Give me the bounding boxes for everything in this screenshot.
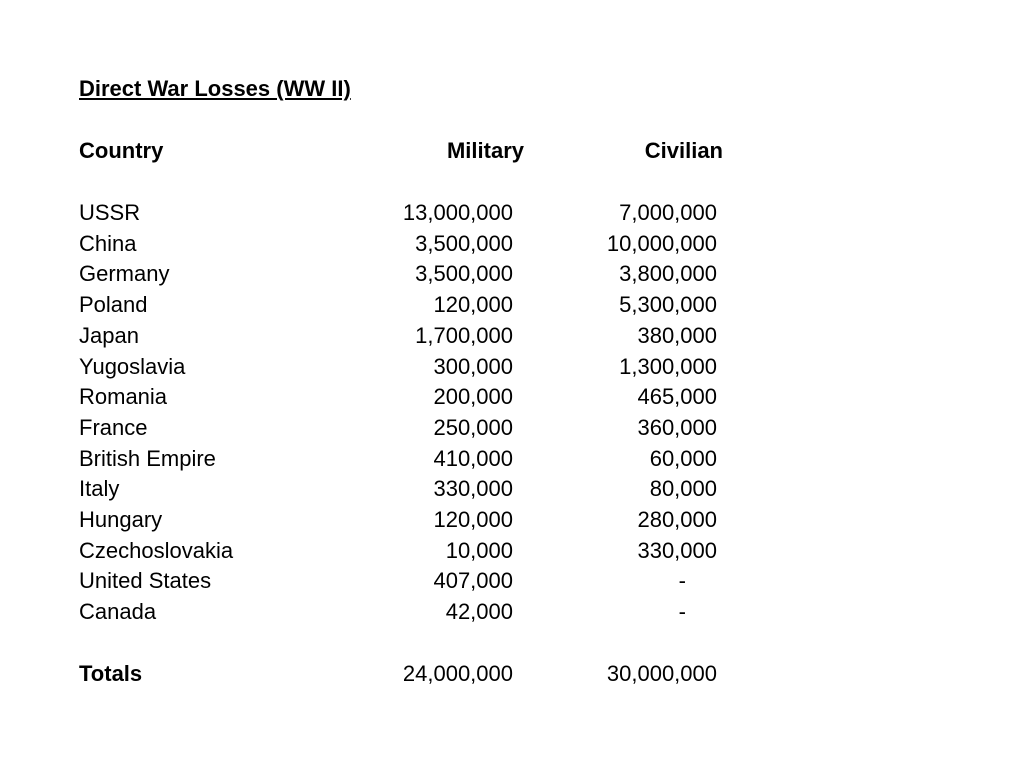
military-cell: 3,500,000: [415, 261, 513, 287]
table-row: [0, 290, 1024, 320]
civilian-cell: 5,300,000: [619, 292, 717, 318]
table-row: [0, 321, 1024, 351]
civilian-cell: 10,000,000: [606, 230, 717, 256]
country-cell: France: [79, 414, 148, 440]
table-row: [0, 536, 1024, 566]
country-cell: Italy: [79, 476, 120, 502]
country-cell: Poland: [79, 292, 148, 318]
table-row: [0, 352, 1024, 382]
civilian-cell: -: [678, 568, 686, 594]
totals-military: 24,000,000: [402, 661, 513, 686]
country-cell: United States: [79, 568, 212, 594]
totals-label: Totals: [79, 661, 143, 686]
civilian-cell: -: [678, 599, 686, 625]
country-cell: Canada: [79, 599, 157, 625]
civilian-cell: 60,000: [649, 445, 717, 471]
civilian-cell: 465,000: [637, 384, 717, 410]
military-cell: 13,000,000: [402, 200, 513, 225]
civilian-cell: 1,300,000: [619, 353, 717, 379]
civilian-cell: 80,000: [649, 476, 717, 502]
civilian-cell: 380,000: [637, 322, 717, 348]
civilian-cell: 330,000: [637, 537, 717, 563]
table-row: [0, 413, 1024, 443]
table-row: [0, 444, 1024, 474]
military-cell: 42,000: [445, 599, 513, 625]
military-cell: 10,000: [445, 537, 513, 563]
military-cell: 120,000: [433, 292, 513, 318]
table-row: [0, 259, 1024, 289]
country-cell: China: [79, 230, 137, 256]
country-cell: Romania: [79, 384, 168, 410]
country-cell: Japan: [79, 322, 139, 348]
table-row: [0, 198, 1024, 228]
military-cell: 300,000: [433, 353, 513, 379]
table-row: [0, 505, 1024, 535]
header-country: Country: [79, 138, 164, 163]
military-cell: 200,000: [433, 384, 513, 410]
military-cell: 330,000: [433, 476, 513, 502]
country-cell: USSR: [79, 200, 141, 225]
table-row: [0, 474, 1024, 504]
table-title: Direct War Losses (WW II): [79, 76, 351, 101]
military-cell: 3,500,000: [415, 230, 513, 256]
country-cell: British Empire: [79, 445, 216, 471]
military-cell: 407,000: [433, 568, 513, 594]
civilian-cell: 360,000: [637, 414, 717, 440]
totals-civilian: 30,000,000: [606, 661, 717, 686]
military-cell: 120,000: [433, 507, 513, 532]
civilian-cell: 3,800,000: [619, 261, 717, 287]
military-cell: 250,000: [433, 414, 513, 440]
table-row: [0, 566, 1024, 596]
military-cell: 410,000: [433, 445, 513, 471]
totals-row: [0, 659, 1024, 689]
table-header-row: [0, 136, 1024, 166]
country-cell: Germany: [79, 261, 170, 287]
country-cell: Yugoslavia: [79, 353, 186, 379]
country-cell: Hungary: [79, 507, 163, 532]
header-military: Military: [446, 138, 524, 163]
table-row: [0, 229, 1024, 259]
table-row: [0, 597, 1024, 627]
military-cell: 1,700,000: [415, 322, 513, 348]
civilian-cell: 280,000: [637, 507, 717, 532]
civilian-cell: 7,000,000: [619, 200, 717, 225]
country-cell: Czechoslovakia: [79, 537, 234, 563]
header-civilian: Civilian: [644, 138, 723, 163]
table-row: [0, 382, 1024, 412]
